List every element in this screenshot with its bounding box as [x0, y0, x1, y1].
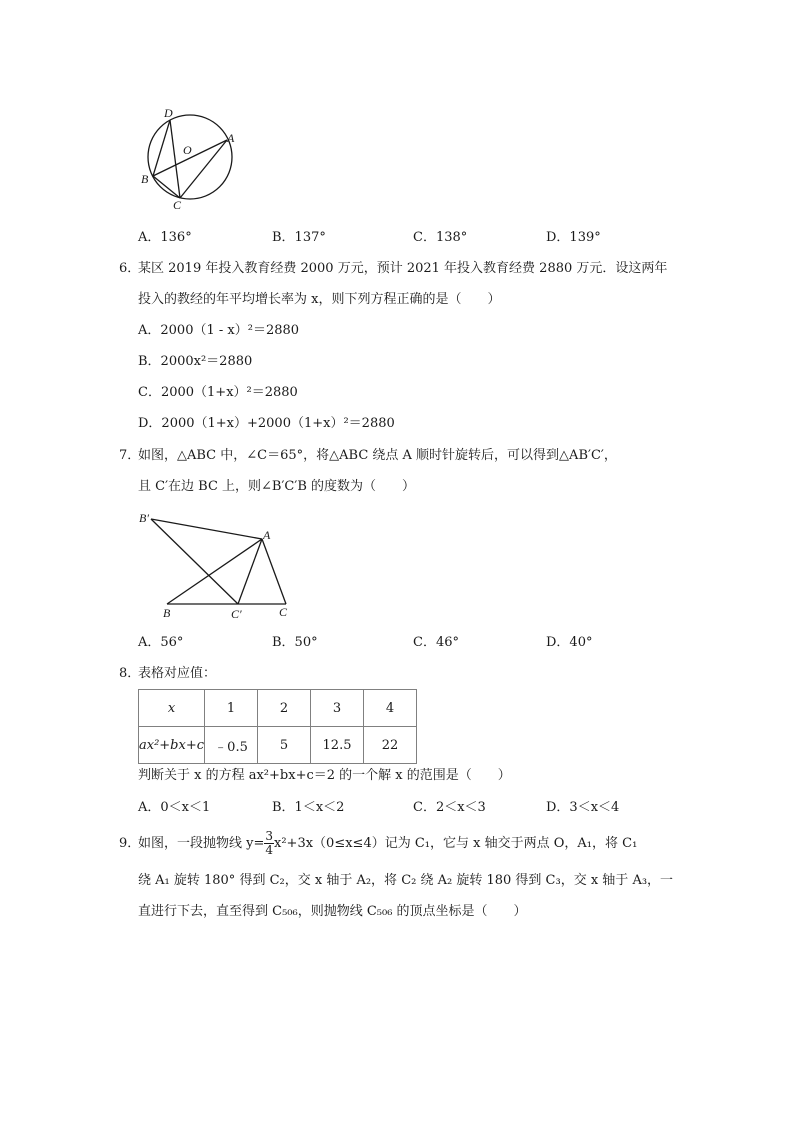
table-cell: 5	[258, 727, 311, 764]
q9-number: 9．	[119, 836, 141, 851]
q7-option-c[interactable]: C．46°	[413, 635, 459, 650]
label-o: O	[183, 143, 192, 157]
chord-db	[153, 120, 170, 176]
label-b: B	[163, 606, 171, 620]
chord-bc	[153, 176, 180, 198]
q7-option-d[interactable]: D．40°	[546, 635, 593, 650]
label-b-prime: B′	[139, 511, 149, 525]
table-cell: 3	[311, 690, 364, 727]
q6-option-c[interactable]: C．2000（1+x）²＝2880	[138, 385, 298, 400]
label-a: A	[227, 131, 235, 145]
q8-option-a[interactable]: A．0＜x＜1	[138, 800, 211, 815]
q7-stem-line1: 如图，△ABC 中，∠C＝65°，将△ABC 绕点 A 顺时针旋转后，可以得到△AB′C′，	[138, 448, 617, 463]
q5-option-d[interactable]: D．139°	[546, 230, 601, 245]
q9-stem-line1	[138, 826, 637, 862]
q8-number: 8．	[119, 666, 141, 681]
triangle-figure	[135, 506, 305, 621]
chord-dc	[170, 120, 180, 198]
q9-stem-post: x²+3x（0≤x≤4）记为 C₁，它与 x 轴交于两点 O，A₁，将 C₁	[274, 836, 638, 851]
segment-a-cp	[238, 539, 262, 604]
q8-option-c[interactable]: C．2＜x＜3	[413, 800, 486, 815]
fraction-denominator: 4	[265, 843, 274, 857]
q6-option-d[interactable]: D．2000（1+x）+2000（1+x）²＝2880	[138, 416, 395, 431]
q8-stem-line2: 判断关于 x 的方程 ax²+bx+c＝2 的一个解 x 的范围是（ ）	[138, 768, 511, 783]
q7-option-a[interactable]: A．56°	[138, 635, 184, 650]
label-c: C	[279, 605, 288, 619]
q9-stem-line3: 直进行下去，直至得到 C₅₀₆，则抛物线 C₅₀₆ 的顶点坐标是（ ）	[138, 904, 527, 919]
label-c: C	[173, 198, 182, 212]
q9-stem-line2: 绕 A₁ 旋转 180° 得到 C₂，交 x 轴于 A₂，将 C₂ 绕 A₂ 旋转 180 得到 C₃，交 x 轴于 A₃，一	[138, 873, 674, 888]
table-cell: 4	[364, 690, 417, 727]
segment-a-c	[262, 539, 286, 604]
q9-stem-pre: 如图，一段抛物线 y=	[138, 836, 265, 851]
q7-number: 7．	[119, 448, 141, 463]
q5-option-c[interactable]: C．138°	[413, 230, 468, 245]
q6-option-a[interactable]: A．2000（1 - x）²＝2880	[138, 323, 300, 338]
label-a: A	[263, 528, 271, 542]
q6-option-b[interactable]: B．2000x²＝2880	[138, 354, 253, 369]
table-cell: 12.5	[311, 727, 364, 764]
table-cell: 1	[205, 690, 258, 727]
q6-number: 6．	[119, 261, 141, 276]
table-row	[139, 727, 417, 764]
q8-title: 表格对应值：	[138, 666, 217, 681]
fraction-numerator: 3	[265, 829, 274, 843]
table-cell: 2	[258, 690, 311, 727]
table-cell: x	[139, 690, 205, 727]
table-cell: 22	[364, 727, 417, 764]
q6-stem-line2: 投入的教经的年平均增长率为 x，则下列方程正确的是（ ）	[138, 292, 501, 307]
label-c-prime: C′	[231, 607, 242, 621]
q5-option-a[interactable]: A．136°	[138, 230, 192, 245]
q8-option-b[interactable]: B．1＜x＜2	[272, 800, 345, 815]
q5-option-b[interactable]: B．137°	[272, 230, 326, 245]
table-cell: ax²+bx+c	[139, 727, 205, 764]
q8-option-d[interactable]: D．3＜x＜4	[546, 800, 620, 815]
value-table	[138, 689, 417, 764]
label-d: D	[164, 106, 173, 120]
q7-stem-line2: 且 C′在边 BC 上，则∠B′C′B 的度数为（ ）	[138, 479, 416, 494]
fraction	[264, 830, 274, 857]
table-row	[139, 690, 417, 727]
label-b: B	[141, 172, 149, 186]
q7-option-b[interactable]: B．50°	[272, 635, 318, 650]
table-cell: ﹣0.5	[205, 727, 258, 764]
circle-figure	[133, 102, 243, 212]
q6-stem-line1: 某区 2019 年投入教育经费 2000 万元，预计 2021 年投入教育经费 2880 万元．设这两年	[138, 261, 668, 276]
